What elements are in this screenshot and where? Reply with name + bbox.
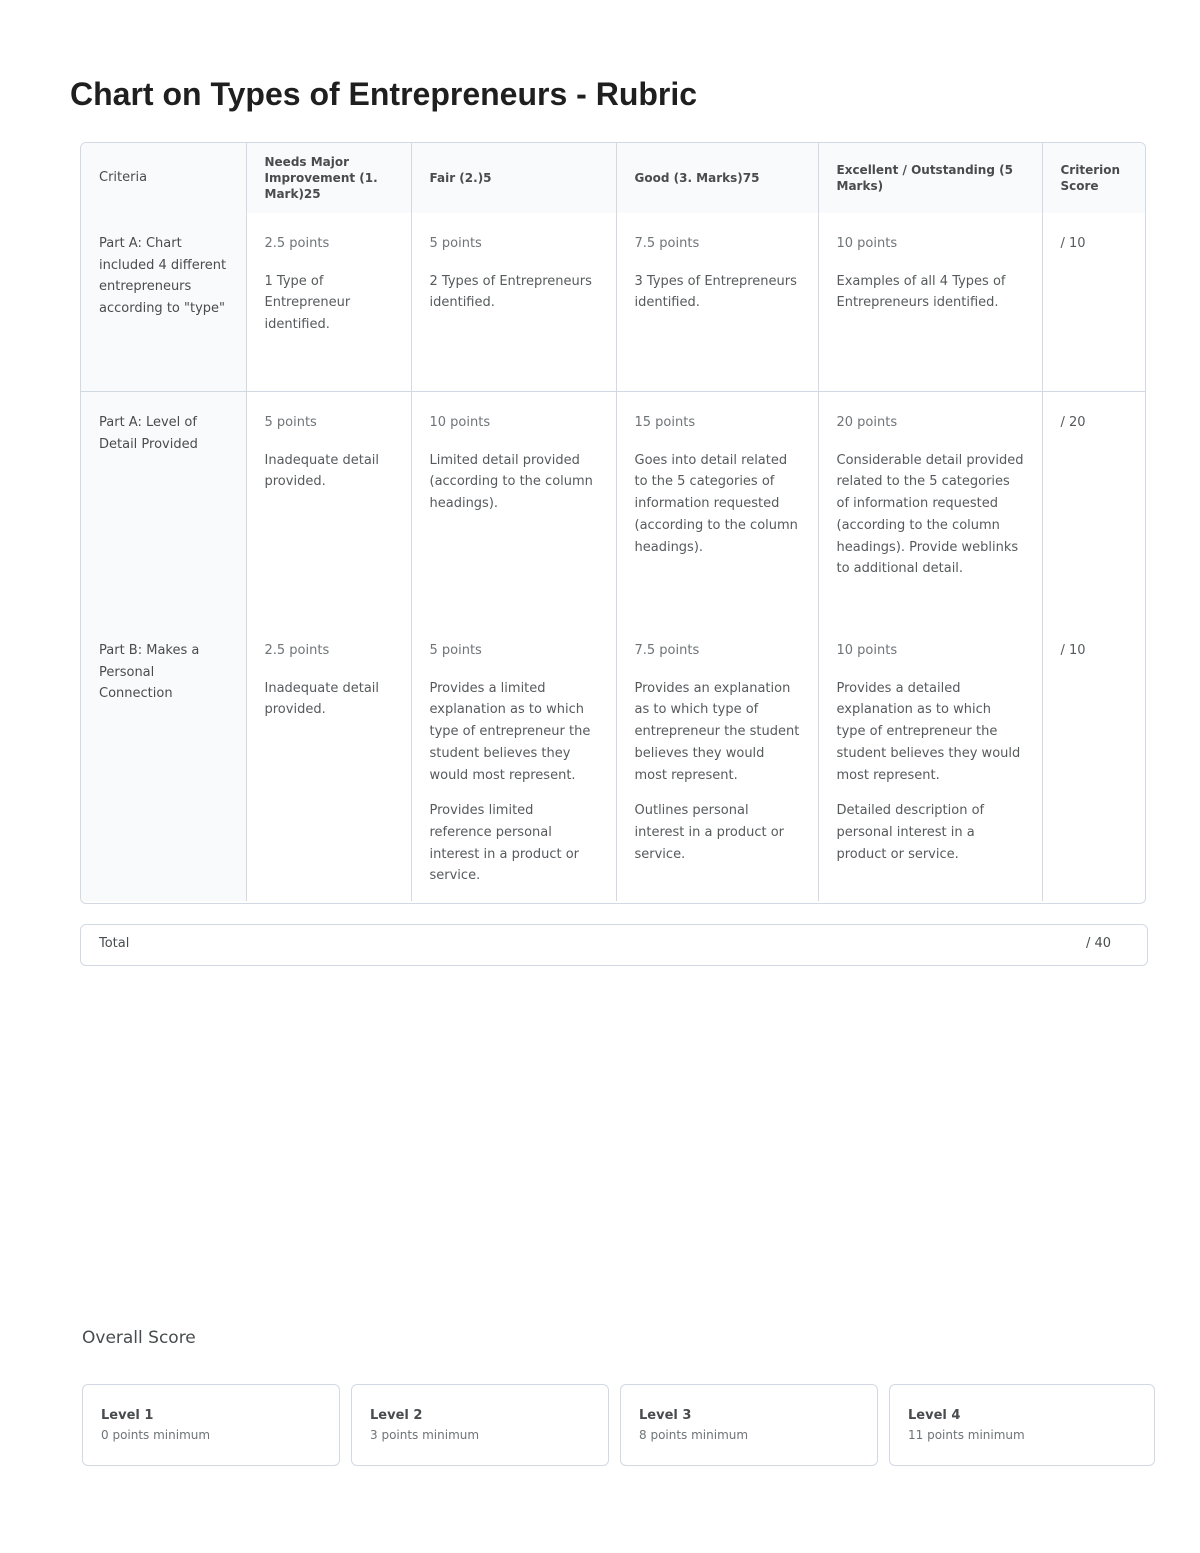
header-level-4: Excellent / Outstanding (5 Marks)	[818, 143, 1042, 213]
page-title: Chart on Types of Entrepreneurs - Rubric	[70, 76, 698, 112]
level-name: Level 3	[639, 1408, 692, 1423]
level-minimum: 3 points minimum	[370, 1428, 480, 1442]
level-minimum: 8 points minimum	[639, 1428, 749, 1442]
rubric-cell	[411, 213, 616, 392]
table-row	[81, 392, 1146, 621]
cell-description: Provides limited reference personal interest in a product or service.	[429, 803, 580, 884]
level-name: Level 4	[908, 1408, 961, 1423]
rubric-cell	[411, 620, 616, 901]
cell-description: Provides a detailed explanation as to which type of entrepreneur the student believes they would most represent.	[836, 680, 1021, 783]
rubric-cell	[616, 392, 818, 621]
cell-points: 7.5 points	[634, 643, 700, 658]
level-card	[82, 1384, 340, 1466]
cell-points: 10 points	[836, 236, 898, 251]
table-row	[81, 213, 1146, 392]
cell-points: 10 points	[836, 643, 898, 658]
criterion-score: / 20	[1042, 392, 1146, 621]
cell-description: 3 Types of Entrepreneurs identified.	[634, 273, 797, 311]
cell-description: Provides a limited explanation as to which type of entrepreneur the student believes they would most represent.	[429, 680, 591, 783]
cell-points: 20 points	[836, 415, 898, 430]
criterion-name: Part A: Chart included 4 different entrepreneurs according to "type"	[81, 213, 246, 392]
criterion-score: / 10	[1042, 620, 1146, 901]
rubric-cell	[411, 392, 616, 621]
rubric-cell	[246, 620, 411, 901]
cell-description: 1 Type of Entrepreneur identified.	[264, 273, 351, 333]
criterion-name: Part B: Makes a Personal Connection	[81, 620, 246, 901]
level-minimum: 11 points minimum	[908, 1428, 1025, 1442]
cell-description: Inadequate detail provided.	[264, 680, 380, 718]
level-card	[351, 1384, 609, 1466]
rubric-cell	[616, 620, 818, 901]
level-name: Level 2	[370, 1408, 423, 1423]
rubric-cell	[616, 213, 818, 392]
cell-description: Goes into detail related to the 5 categories of information requested (according to the column headings).	[634, 452, 798, 555]
cell-points: 10 points	[429, 415, 491, 430]
total-label: Total	[99, 936, 130, 951]
criterion-score: / 10	[1042, 213, 1146, 392]
criterion-name: Part A: Level of Detail Provided	[81, 392, 246, 621]
cell-points: 2.5 points	[264, 236, 330, 251]
cell-description: 2 Types of Entrepreneurs identified.	[429, 273, 592, 311]
rubric-cell	[818, 392, 1042, 621]
total-row	[80, 924, 1148, 966]
total-score: / 40	[1085, 936, 1111, 951]
cell-description: Limited detail provided (according to the column headings).	[429, 452, 593, 512]
cell-description: Detailed description of personal interest in a product or service.	[836, 803, 985, 862]
level-card	[889, 1384, 1155, 1466]
rubric-table	[80, 142, 1146, 904]
cell-points: 7.5 points	[634, 236, 700, 251]
header-level-1: Needs Major Improvement (1. Mark)25	[246, 143, 411, 213]
cell-description: Provides an explanation as to which type of entrepreneur the student believes they would most represent.	[634, 680, 800, 783]
header-row	[81, 143, 1146, 213]
cell-description: Outlines personal interest in a product or service.	[634, 803, 785, 862]
cell-description: Considerable detail provided related to the 5 categories of information requested (according to the column headings). Provide weblinks to additional detail.	[836, 452, 1024, 577]
cell-points: 5 points	[264, 415, 317, 430]
cell-points: 5 points	[429, 236, 482, 251]
table-row	[81, 620, 1146, 901]
overall-score-title: Overall Score	[82, 1328, 196, 1348]
level-name: Level 1	[101, 1408, 154, 1423]
level-minimum: 0 points minimum	[101, 1428, 211, 1442]
header-level-3: Good (3. Marks)75	[616, 143, 818, 213]
rubric-cell	[818, 620, 1042, 901]
header-criteria: Criteria	[81, 143, 246, 213]
level-card	[620, 1384, 878, 1466]
header-level-2: Fair (2.)5	[411, 143, 616, 213]
rubric-cell	[246, 213, 411, 392]
cell-description: Examples of all 4 Types of Entrepreneurs identified.	[836, 273, 1006, 311]
cell-points: 15 points	[634, 415, 696, 430]
overall-score-levels	[82, 1384, 1155, 1466]
rubric-cell	[246, 392, 411, 621]
cell-points: 2.5 points	[264, 643, 330, 658]
header-criterion-score: Criterion Score	[1042, 143, 1146, 213]
rubric-cell	[818, 213, 1042, 392]
cell-points: 5 points	[429, 643, 482, 658]
cell-description: Inadequate detail provided.	[264, 452, 380, 490]
